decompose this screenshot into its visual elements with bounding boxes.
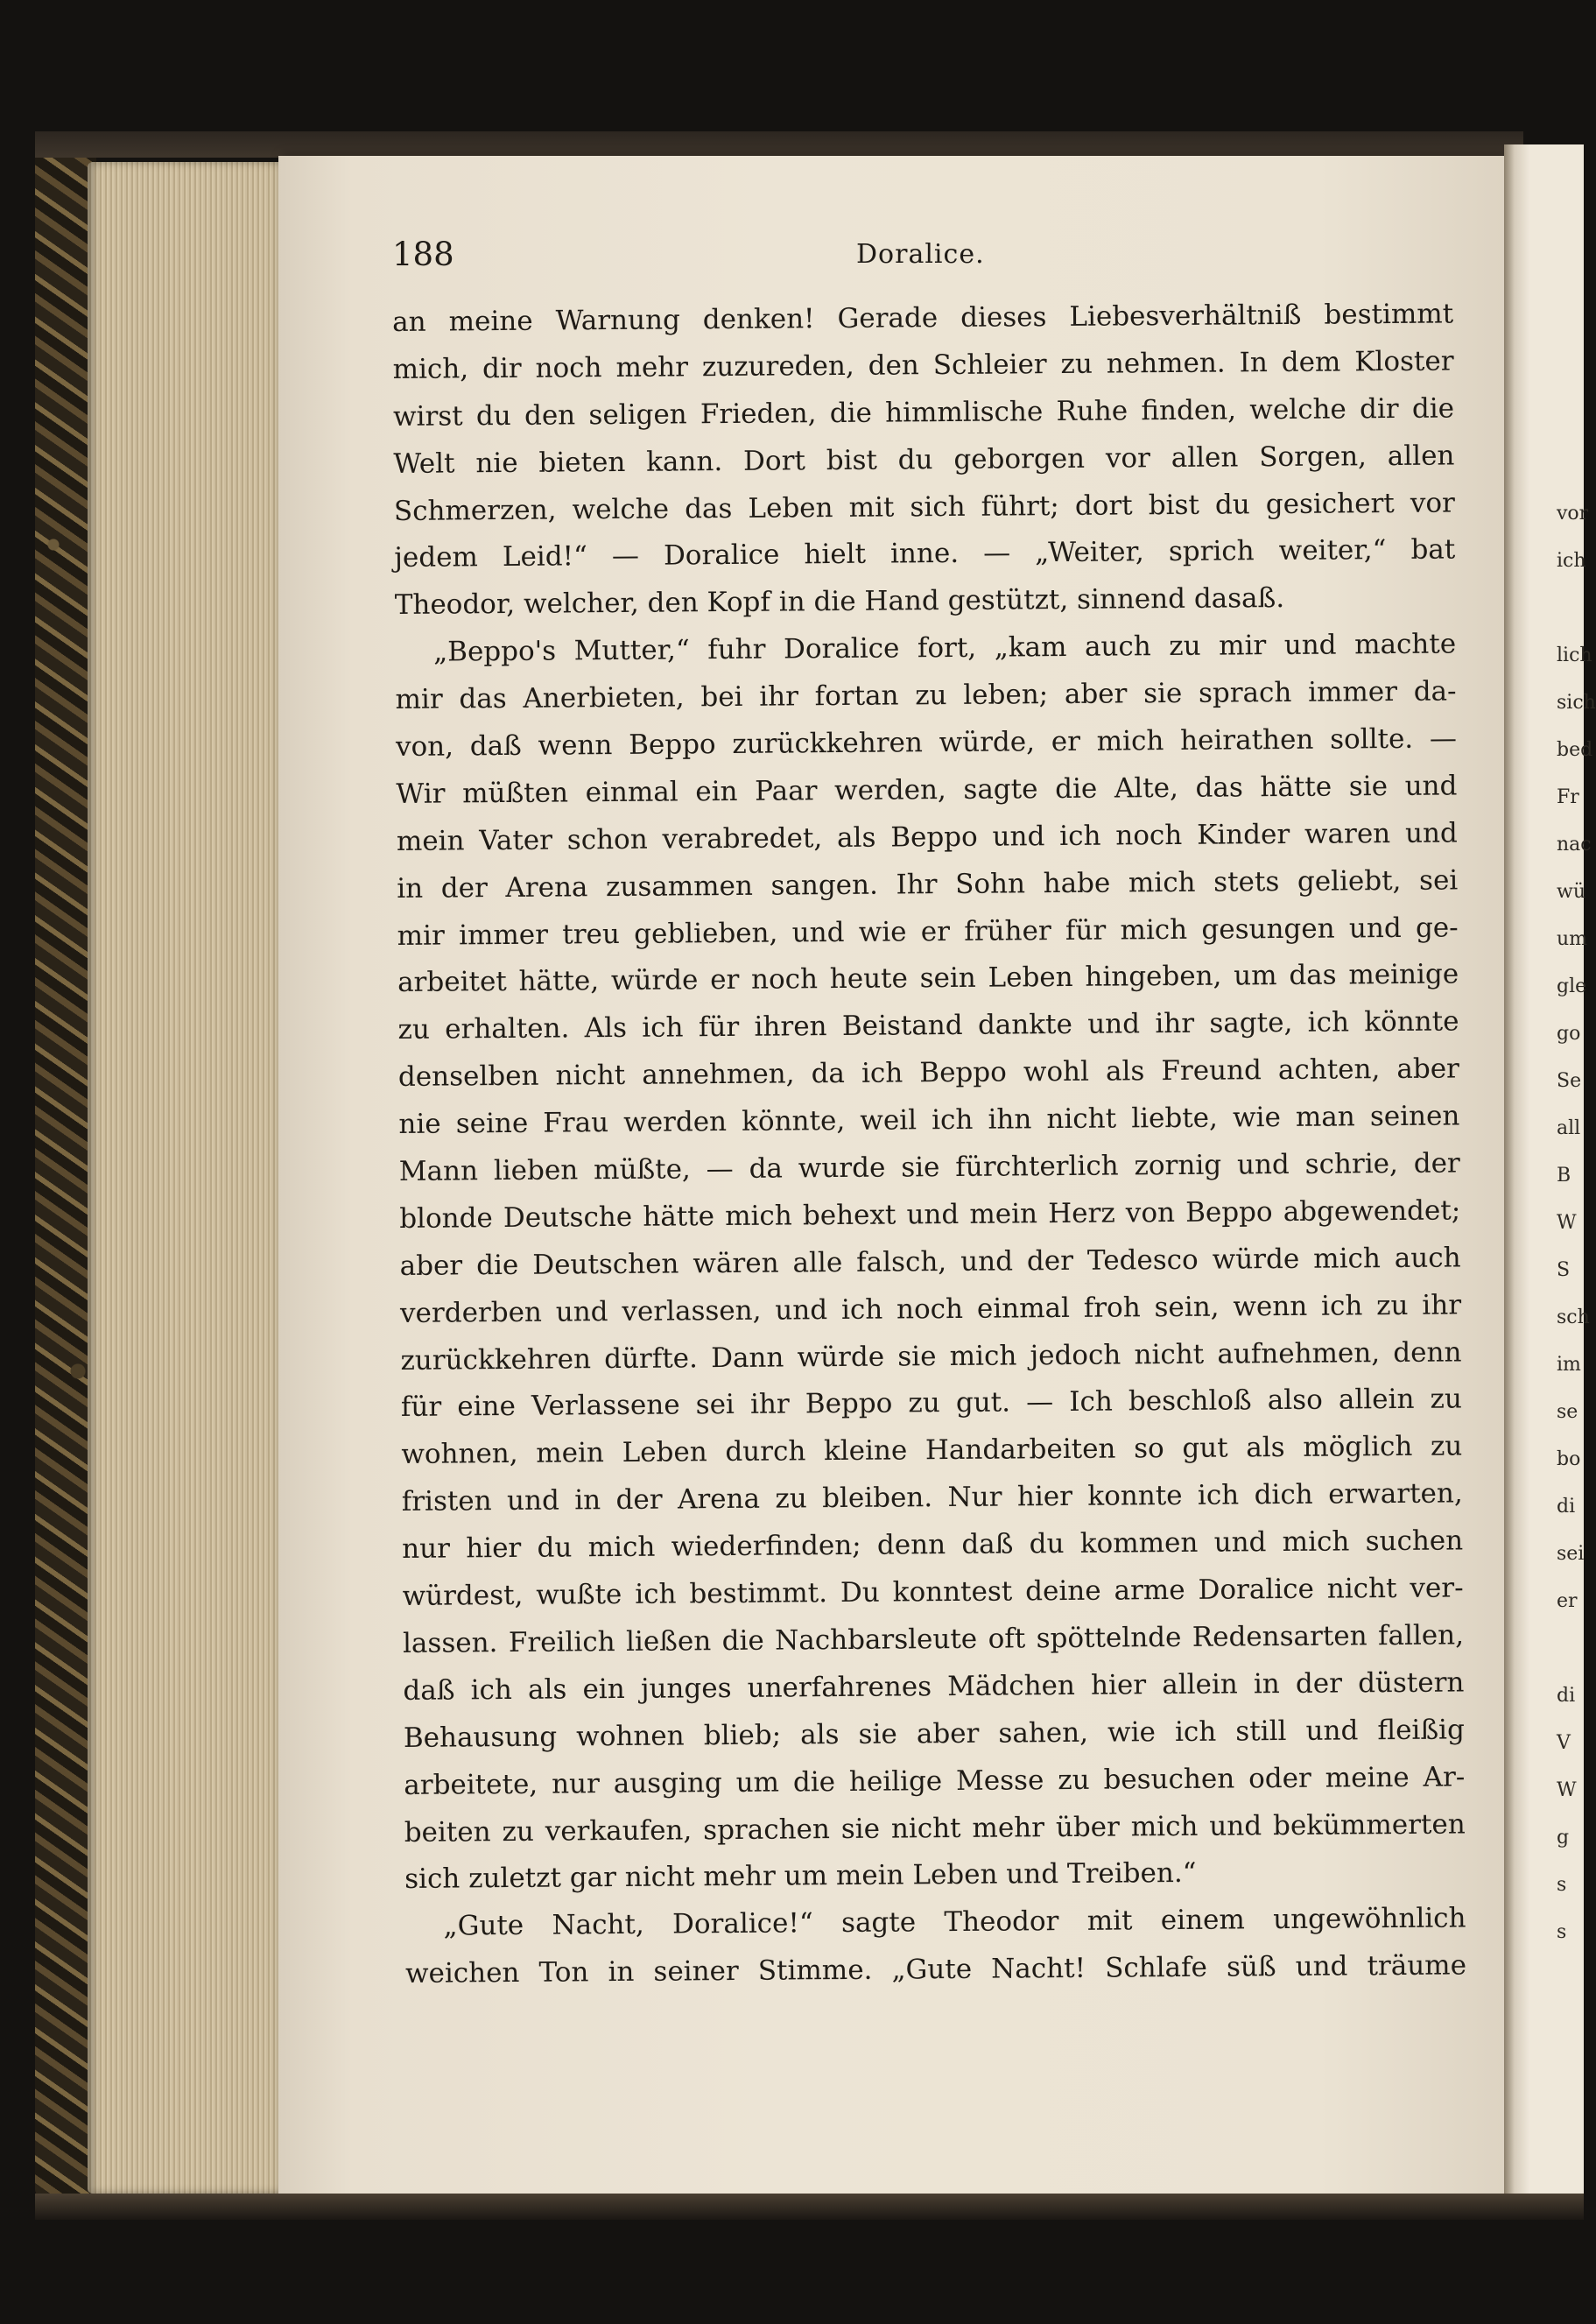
right-page-fragment: er bbox=[1557, 1590, 1578, 1612]
text-line: daß ich als ein junges unerfahrenes Mädchen hier allein in der düstern bbox=[403, 1666, 1465, 1707]
right-page-fragment: s bbox=[1557, 1874, 1567, 1896]
text-line: „Gute Nacht, Doralice!“ sagte Theodor mit einem ungewöhnlich bbox=[443, 1902, 1466, 1942]
right-page-fragment: sich bbox=[1557, 692, 1596, 714]
right-page-fragment: go bbox=[1557, 1023, 1581, 1045]
text-line: verderben und verlassen, und ich noch einmal froh sein, wenn ich zu ihr bbox=[399, 1289, 1462, 1329]
right-page-fragment: S bbox=[1557, 1259, 1571, 1281]
right-page-fragment: W bbox=[1557, 1779, 1577, 1801]
text-line: mir das Anerbieten, bei ihr fortan zu leben; aber sie sprach immer da- bbox=[395, 675, 1457, 716]
right-page-fragment: g bbox=[1557, 1827, 1570, 1849]
text-line: Schmerzen, welche das Leben mit sich führt; dort bist du gesichert vor bbox=[393, 487, 1456, 527]
text-line: an meine Warnung denken! Gerade dieses Liebesverhältniß bestimmt bbox=[392, 298, 1454, 338]
text-line: von, daß wenn Beppo zurückkehren würde, er mich heirathen sollte. — bbox=[395, 722, 1458, 763]
text-line: Behausung wohnen blieb; als sie aber sahen, wie ich still und fleißig bbox=[403, 1714, 1466, 1754]
book-gutter bbox=[1504, 144, 1530, 2202]
right-page-text bbox=[1557, 490, 1596, 1956]
right-page-fragment: bed bbox=[1557, 739, 1593, 761]
text-line: fristen und in der Arena zu bleiben. Nur hier konnte ich dich erwarten, bbox=[401, 1477, 1463, 1518]
running-head-title: Doralice. bbox=[856, 239, 985, 270]
text-line: Wir müßten einmal ein Paar werden, sagte die Alte, das hätte sie und bbox=[396, 770, 1458, 810]
text-line: lassen. Freilich ließen die Nachbarsleute oft spöttelnde Redensarten fallen, bbox=[402, 1619, 1465, 1659]
text-line: weichen Ton in seiner Stimme. „Gute Nacht! Schlafe süß und träume bbox=[404, 1949, 1467, 1990]
right-page-fragment: vor bbox=[1557, 503, 1589, 525]
text-line: mich, dir noch mehr zuzureden, den Schleier zu nehmen. In dem Kloster bbox=[392, 345, 1454, 385]
body-text bbox=[392, 291, 1466, 1998]
text-line: zurückkehren dürfte. Dann würde sie mich jedoch nicht aufnehmen, denn bbox=[400, 1336, 1462, 1377]
right-page-fragment: Se bbox=[1557, 1070, 1582, 1092]
text-line: zu erhalten. Als ich für ihren Beistand dankte und ihr sagte, ich könnte bbox=[397, 1005, 1459, 1046]
text-line: beiten zu verkaufen, sprachen sie nicht mehr über mich und bekümmerten bbox=[404, 1807, 1466, 1849]
right-page-fragment: sch bbox=[1557, 1306, 1590, 1328]
right-page-fragment: s bbox=[1557, 1921, 1567, 1943]
text-line: denselben nicht annehmen, da ich Beppo wohl als Freund achten, aber bbox=[397, 1053, 1460, 1094]
text-line: in der Arena zusammen sangen. Ihr Sohn habe mich stets geliebt, sei bbox=[397, 864, 1459, 905]
text-line: arbeitete, nur ausging um die heilige Messe zu besuchen oder meine Ar- bbox=[404, 1761, 1466, 1801]
cover-bottom-edge bbox=[35, 2194, 1584, 2220]
right-page-fragment: di bbox=[1557, 1496, 1576, 1518]
right-page-fragment: im bbox=[1557, 1354, 1581, 1376]
text-line: „Beppo's Mutter,“ fuhr Doralice fort, „kam auch zu mir und machte bbox=[433, 628, 1457, 668]
right-page-fragment bbox=[1557, 585, 1592, 632]
text-line: Mann lieben müßte, — da wurde sie fürchterlich zornig und schrie, der bbox=[398, 1147, 1460, 1187]
right-page-fragment: di bbox=[1557, 1685, 1576, 1707]
right-page-fragment: gle bbox=[1557, 975, 1587, 997]
right-page-fragment: se bbox=[1557, 1401, 1578, 1423]
right-page-fragment: V bbox=[1557, 1732, 1571, 1754]
right-page-fragment: ich bbox=[1557, 550, 1586, 572]
right-page-fragment bbox=[1557, 1625, 1592, 1673]
text-line: jedem Leid!“ — Doralice hielt inne. — „Weiter, sprich weiter,“ bat bbox=[394, 533, 1456, 574]
text-line: würdest, wußte ich bestimmt. Du konntest deine arme Doralice nicht ver- bbox=[402, 1572, 1464, 1613]
text-line: Welt nie bieten kann. Dort bist du geborgen vor allen Sorgen, allen bbox=[393, 440, 1455, 480]
page-edges bbox=[88, 162, 289, 2194]
running-head bbox=[392, 232, 1443, 278]
right-page-fragment: all bbox=[1557, 1117, 1581, 1139]
right-page-fragment: lich bbox=[1557, 644, 1592, 666]
right-page-fragment: bo bbox=[1557, 1448, 1581, 1470]
right-page-fragment: Fr bbox=[1557, 786, 1579, 808]
right-page-fragment: W bbox=[1557, 1212, 1577, 1234]
right-page-fragment: nac bbox=[1557, 834, 1592, 856]
right-page-fragment: B bbox=[1557, 1165, 1571, 1187]
text-line: aber die Deutschen wären alle falsch, und der Tedesco würde mich auch bbox=[399, 1242, 1461, 1282]
text-line: wirst du den seligen Frieden, die himmlische Ruhe finden, welche dir die bbox=[392, 392, 1455, 433]
text-line: Theodor, welcher, den Kopf in die Hand gestützt, sinnend dasaß. bbox=[394, 582, 1285, 622]
text-line: nur hier du mich wiederfinden; denn daß du kommen und mich suchen bbox=[402, 1525, 1464, 1566]
text-line: blonde Deutsche hätte mich behext und mein Herz von Beppo abgewendet; bbox=[399, 1194, 1461, 1235]
cover-edge bbox=[35, 131, 1523, 158]
text-line: nie seine Frau werden könnte, weil ich ihn nicht liebte, wie man seinen bbox=[398, 1100, 1460, 1141]
text-line: sich zuletzt gar nicht mehr um mein Leben und Treiben.“ bbox=[404, 1857, 1197, 1896]
text-line: mein Vater schon verabredet, als Beppo und ich noch Kinder waren und bbox=[396, 817, 1458, 857]
text-line: mir immer treu geblieben, und wie er früher für mich gesungen und ge- bbox=[397, 912, 1459, 952]
text-line: arbeitet hätte, würde er noch heute sein Leben hingeben, um das meinige bbox=[397, 958, 1459, 999]
text-line: wohnen, mein Leben durch kleine Handarbeiten so gut als möglich zu bbox=[401, 1430, 1463, 1471]
right-page-fragment: sei bbox=[1557, 1543, 1585, 1565]
text-line: für eine Verlassene sei ihr Beppo zu gut. — Ich beschloß also allein zu bbox=[400, 1383, 1463, 1424]
right-page-edge bbox=[1530, 144, 1596, 2207]
right-page-fragment: um bbox=[1557, 928, 1588, 950]
right-page-fragment: wü bbox=[1557, 881, 1585, 903]
page-number: 188 bbox=[392, 236, 454, 273]
